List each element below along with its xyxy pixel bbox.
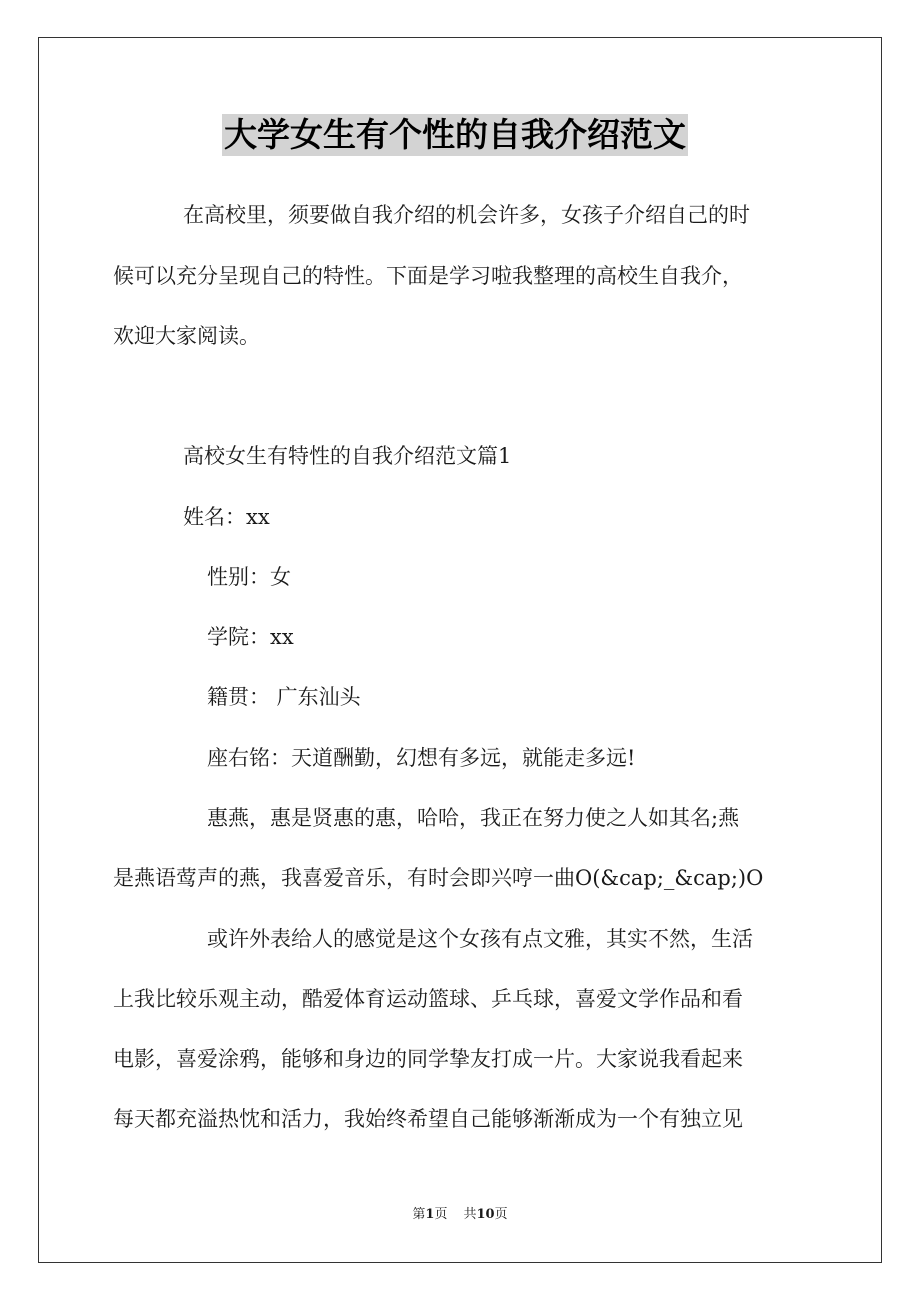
footer-page-prefix: 第 (412, 1207, 426, 1222)
para2-line-3: 电影，喜爱涂鸦，能够和身边的同学挚友打成一片。大家说我看起来 (113, 1047, 743, 1071)
para2-line-4: 每天都充溢热忱和活力，我始终希望自己能够渐渐成为一个有独立见 (113, 1107, 743, 1131)
footer-total-suffix: 页 (494, 1207, 508, 1222)
footer-page-suffix: 页 (434, 1207, 448, 1222)
field-motto: 座右铭：天道酬勤，幻想有多远，就能走多远! (207, 746, 636, 770)
field-college: 学院：xx (207, 625, 294, 649)
para1-line-1: 惠燕，惠是贤惠的惠，哈哈，我正在努力使之人如其名;燕 (207, 806, 740, 830)
footer-page-current: 1 (425, 1207, 435, 1222)
para1-line-2: 是燕语莺声的燕，我喜爱音乐，有时会即兴哼一曲O(&cap;_&cap;)O (113, 866, 764, 890)
field-name: 姓名：xx (183, 505, 270, 529)
intro-line-1: 在高校里，须要做自我介绍的机会许多，女孩子介绍自己的时 (183, 203, 750, 227)
footer-total-prefix: 共 (463, 1207, 477, 1222)
para2-line-1: 或许外表给人的感觉是这个女孩有点文雅，其实不然，生活 (207, 927, 753, 951)
page-footer (0, 1205, 920, 1225)
field-hometown: 籍贯： 广东汕头 (207, 685, 361, 709)
intro-line-3: 欢迎大家阅读。 (113, 324, 260, 348)
intro-line-2: 候可以充分呈现自己的特性。下面是学习啦我整理的高校生自我介， (113, 264, 743, 288)
field-gender: 性别：女 (207, 565, 291, 589)
section-heading: 高校女生有特性的自我介绍范文篇1 (183, 444, 512, 468)
footer-total-pages: 10 (476, 1207, 495, 1222)
document-title: 大学女生有个性的自我介绍范文 (224, 115, 686, 154)
para2-line-2: 上我比较乐观主动，酷爱体育运动篮球、乒乓球，喜爱文学作品和看 (113, 987, 743, 1011)
